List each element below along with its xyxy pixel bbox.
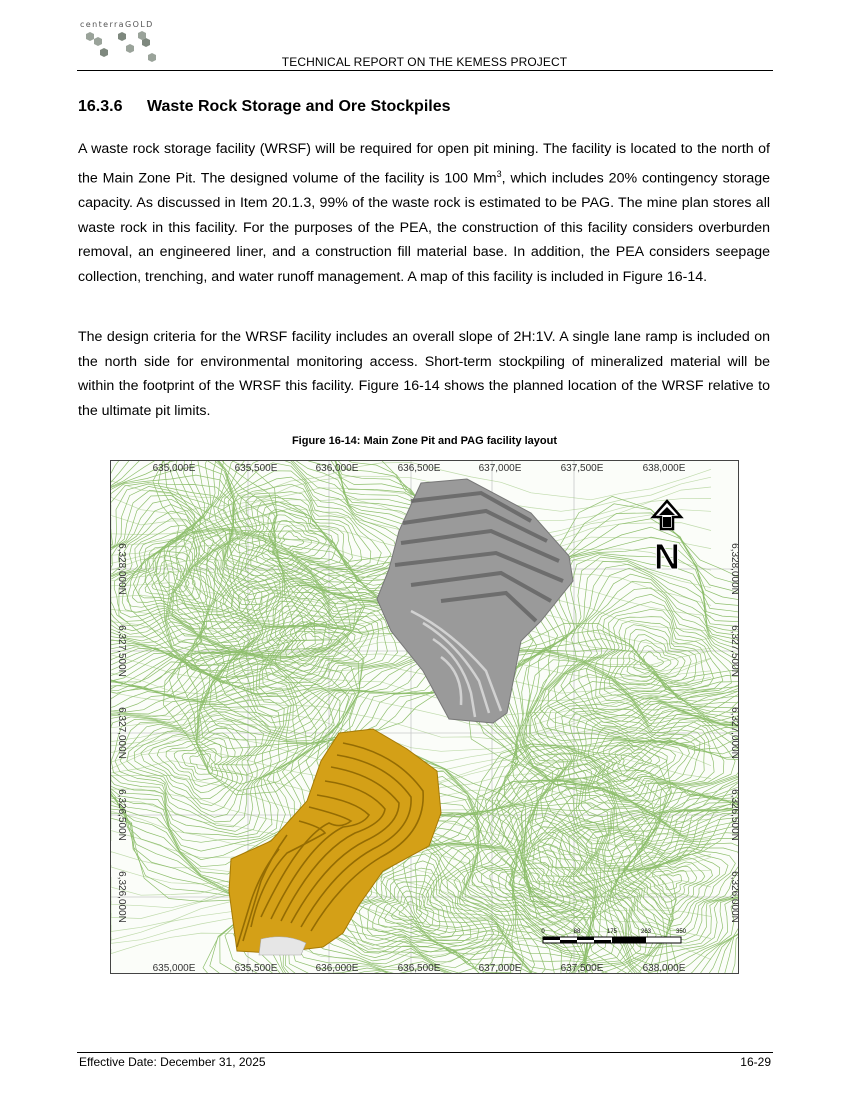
- easting-label-bottom: 636,000E: [315, 963, 359, 974]
- scale-label: 0: [541, 929, 545, 935]
- northing-label-left: 6,326,000N: [116, 871, 127, 923]
- easting-label-bottom: 636,500E: [397, 963, 441, 974]
- paragraph-2: The design criteria for the WRSF facility includes an overall slope of 2H:1V. A single lane ramp is included on the north side for environmental monitoring access. Short-term stockpiling of mineralized material will be within the footprint of the WRSF this facility. Figure 16-14 shows the planned location of the WRSF relative to the ultimate pit limits.: [78, 329, 770, 419]
- easting-label-bottom: 635,500E: [234, 963, 278, 974]
- northing-label-right: 6,326,000N: [729, 871, 740, 923]
- easting-label-bottom: 637,000E: [478, 963, 522, 974]
- northing-label-left: 6,326,500N: [116, 789, 127, 841]
- scale-label: 263: [640, 929, 652, 935]
- easting-label-top: 635,500E: [234, 463, 278, 474]
- section-heading: [78, 98, 451, 116]
- easting-label-top: 636,500E: [397, 463, 441, 474]
- easting-label-bottom: 635,000E: [152, 963, 196, 974]
- paragraph-1: A waste rock storage facility (WRSF) will be required for open pit mining. The facility is located to the north of the Main Zone Pit. The designed volume of the facility is 100 Mm$^3$, which includes 20% contingency storage capacity. As discussed in Item 20.1.3, 99% of the waste rock is estimated to be PAG. The mine plan stores all waste rock in this facility. For the purposes of the PEA, the construction of this facility considers overburden removal, an engineered liner, and a construction fill material base. In addition, the PEA considers seepage collection, trenching, and water runoff management. A map of this facility is included in Figure 16-14.: [78, 141, 770, 285]
- northing-label-left: 6,327,500N: [116, 625, 127, 677]
- footer-rule: [77, 1052, 773, 1053]
- figure-caption: Figure 16-14: Main Zone Pit and PAG facility layout: [291, 435, 558, 447]
- footer-page-number: 16-29: [740, 1055, 771, 1069]
- footer-effective-date: Effective Date: December 31, 2025: [79, 1055, 266, 1069]
- easting-label-top: 636,000E: [315, 463, 359, 474]
- site-layout-map: [110, 460, 739, 974]
- easting-label-top: 637,000E: [478, 463, 522, 474]
- northing-labels-left: [116, 543, 127, 923]
- easting-label-top: 637,500E: [560, 463, 604, 474]
- scale-label: 350: [675, 929, 687, 935]
- northing-label-left: 6,327,000N: [116, 707, 127, 759]
- easting-labels-top: [153, 463, 686, 474]
- north-arrow-icon: [653, 501, 681, 529]
- scale-label: 175: [606, 929, 618, 935]
- easting-label-top: 635,000E: [152, 463, 196, 474]
- superscript-3: 3: [496, 168, 502, 179]
- main-zone-pit: [229, 729, 441, 955]
- logo-wordmark: centerraGOLD: [80, 20, 154, 29]
- northing-label-right: 6,328,000N: [729, 543, 740, 595]
- easting-label-top: 638,000E: [642, 463, 686, 474]
- section-number: 16.3.6: [78, 98, 123, 115]
- northing-label-right: 6,327,500N: [729, 625, 740, 677]
- map-graphic: [111, 461, 739, 974]
- section-title: Waste Rock Storage and Ore Stockpiles: [147, 98, 451, 115]
- easting-label-bottom: 637,500E: [560, 963, 604, 974]
- northing-label-right: 6,326,500N: [729, 789, 740, 841]
- northing-label-left: 6,328,000N: [116, 543, 127, 595]
- report-header-title: TECHNICAL REPORT ON THE KEMESS PROJECT: [281, 55, 568, 69]
- north-label: N: [654, 536, 680, 577]
- northing-label-right: 6,327,000N: [729, 707, 740, 759]
- header-rule: [77, 70, 773, 71]
- easting-label-bottom: 638,000E: [642, 963, 686, 974]
- scale-label: 88: [573, 929, 581, 935]
